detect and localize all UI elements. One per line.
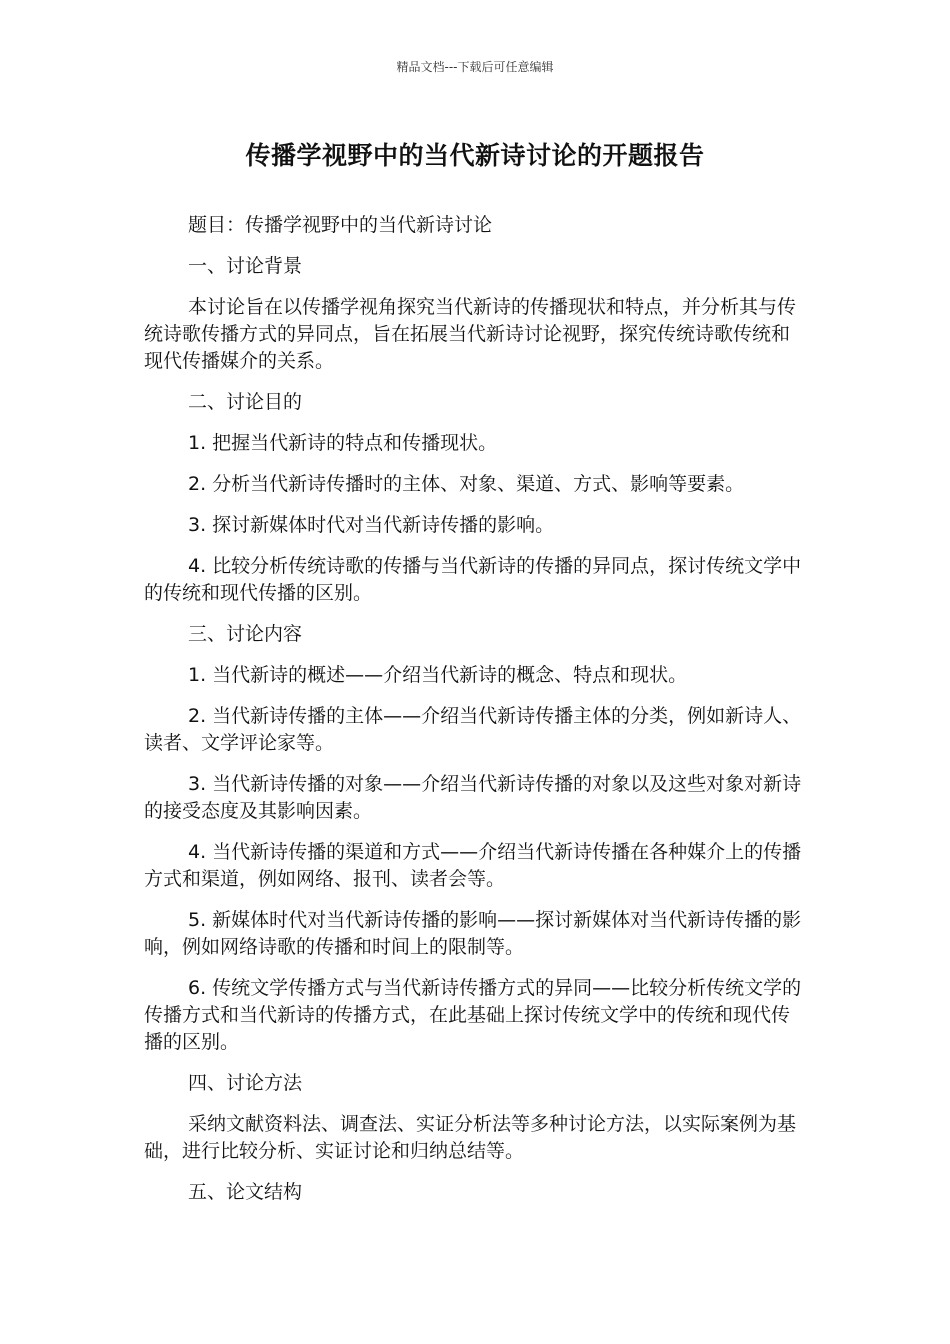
- section-heading-content: 三、讨论内容: [188, 623, 303, 645]
- content-item: 4. 当代新诗传播的渠道和方式——介绍当代新诗传播在各种媒介上的传播方式和渠道，例如网络、报刊、读者会等。: [144, 841, 802, 890]
- content-item: 5. 新媒体时代对当代新诗传播的影响——探讨新媒体对当代新诗传播的影响，例如网络诗歌的传播和时间上的限制等。: [144, 909, 802, 958]
- purpose-item: 2. 分析当代新诗传播时的主体、对象、渠道、方式、影响等要素。: [188, 473, 745, 495]
- paragraph-method: 采纳文献资料法、调查法、实证分析法等多种讨论方法，以实际案例为基础，进行比较分析、实证讨论和归纳总结等。: [144, 1113, 797, 1162]
- section-heading-method: 四、讨论方法: [188, 1072, 303, 1094]
- content-item: 6. 传统文学传播方式与当代新诗传播方式的异同——比较分析传统文学的传播方式和当代新诗的传播方式，在此基础上探讨传统文学中的传统和现代传播的区别。: [144, 977, 802, 1053]
- paragraph-topic: 题目：传播学视野中的当代新诗讨论: [188, 214, 493, 236]
- section-heading-purpose: 二、讨论目的: [188, 391, 303, 413]
- content-item: 3. 当代新诗传播的对象——介绍当代新诗传播的对象以及这些对象对新诗的接受态度及其影响因素。: [144, 773, 802, 822]
- paragraph-background: 本讨论旨在以传播学视角探究当代新诗的传播现状和特点，并分析其与传统诗歌传播方式的异同点，旨在拓展当代新诗讨论视野，探究传统诗歌传统和现代传播媒介的关系。: [144, 296, 797, 372]
- purpose-item: 4. 比较分析传统诗歌的传播与当代新诗的传播的异同点，探讨传统文学中的传统和现代传播的区别。: [144, 555, 802, 604]
- document-body: [144, 212, 804, 1220]
- section-heading-structure: 五、论文结构: [188, 1181, 303, 1203]
- section-heading-background: 一、讨论背景: [188, 255, 303, 277]
- purpose-item: 1. 把握当代新诗的特点和传播现状。: [188, 432, 498, 454]
- header-note: 精品文档---下载后可任意编辑: [396, 60, 554, 74]
- content-item: 1. 当代新诗的概述——介绍当代新诗的概念、特点和现状。: [188, 664, 688, 686]
- content-item: 2. 当代新诗传播的主体——介绍当代新诗传播主体的分类，例如新诗人、读者、文学评论家等。: [144, 705, 802, 754]
- document-title: 传播学视野中的当代新诗讨论的开题报告: [245, 141, 705, 170]
- purpose-item: 3. 探讨新媒体时代对当代新诗传播的影响。: [188, 514, 555, 536]
